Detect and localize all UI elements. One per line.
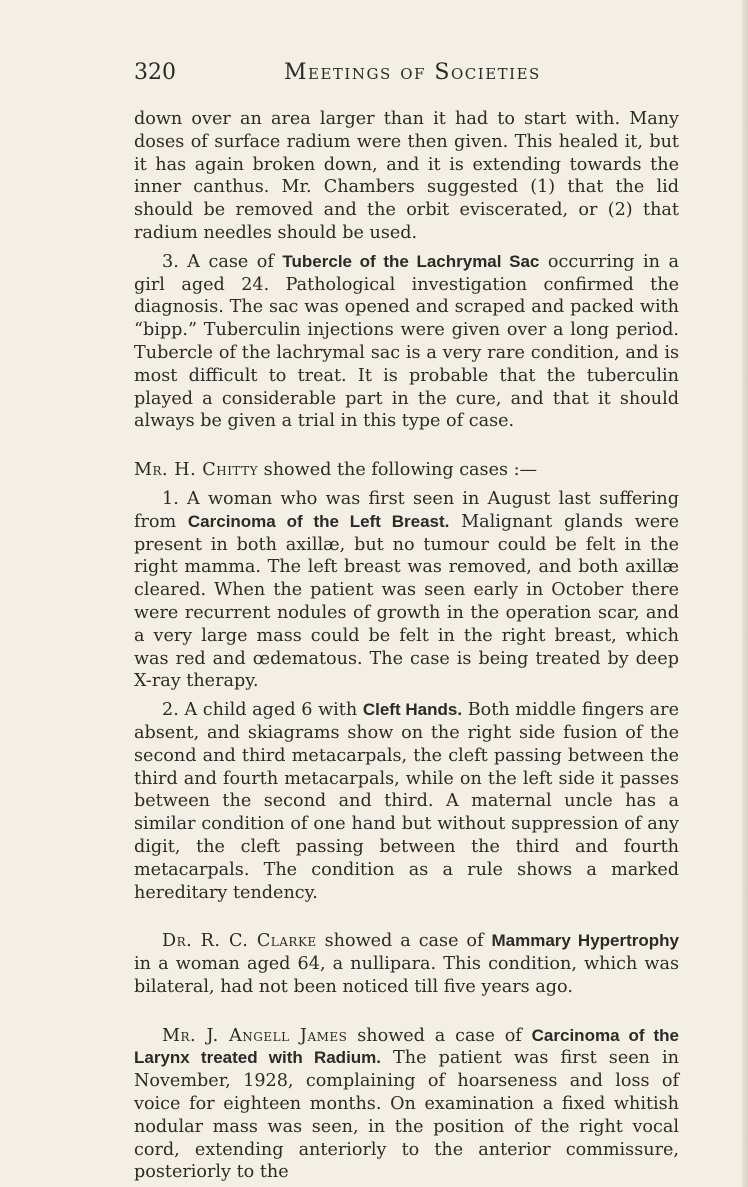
case-title: Carcinoma of the Left Breast. [187, 511, 450, 531]
paragraph-presenter-clarke [134, 930, 679, 998]
paragraph-text: showed the following cases :— [258, 460, 538, 481]
paragraph-text: down over an area larger than it had to start with. Many doses of surface radium were then given. This healed it, but it has again broken down, and it is extending towards the inner canthus. Mr. Chambers suggested (1) that the lid should be removed and the orbit eviscerated, or (2) that radium needles should be used. [134, 109, 679, 243]
paragraph-presenter-james [134, 1025, 679, 1185]
paragraph-text: 1. A woman who was first seen in August last suffering from [134, 488, 679, 532]
paragraph-text: Malignant glands were present in both axillæ, but no tumour could be felt in the right mamma. The left breast was removed, and both axillæ cleared. When the patient was seen early in October there were recurrent nodules of growth in the operation scar, and a very large mass could be felt in the right breast, which was red and œdematous. The case is being treated by deep X-ray therapy. [134, 511, 679, 692]
paragraph-continuation [134, 108, 679, 245]
page-edge [742, 0, 748, 1187]
paragraph-text: Both middle fingers are absent, and skiagrams show on the right side fusion of the second and third metacarpals, the cleft passing between the third and fourth metacarpals, while on the left side it passes between the second and third. A maternal uncle has a similar condition of one hand but without suppression of any digit, the cleft passing between the third and fourth metacarpals. The condition as a rule shows a marked hereditary tendency. [134, 700, 679, 903]
paragraph-text: in a woman aged 64, a nullipara. This condition, which was bilateral, had not been noticed till five years ago. [134, 954, 679, 997]
presenter-name: Dr. R. C. Clarke [162, 931, 317, 952]
paragraph-presenter-chitty [134, 459, 679, 482]
case-title: Cleft Hands. [362, 700, 463, 720]
running-head: Meetings of Societies [284, 60, 541, 85]
paragraph-text: The patient was first seen in November, 1928, complaining of hoarseness and loss of voice for eighteen months. On examination a fixed whitish nodular mass was seen, in the position of the right vocal cord, extending anteriorly to the anterior commissure, posteriorly to the [134, 1048, 679, 1183]
page-number: 320 [134, 60, 176, 85]
paragraph-text: 3. A case of [162, 251, 283, 272]
page-header [134, 60, 679, 100]
paragraph-case-3 [134, 251, 679, 433]
paragraph-text: showed a case of [347, 1025, 532, 1046]
case-title: Carcinoma of the Larynx treated with Radium. [134, 1025, 679, 1068]
case-title: Tubercle of the Lachrymal Sac [282, 251, 540, 271]
presenter-name: Mr. H. Chitty [134, 460, 259, 481]
page-content [134, 60, 679, 1184]
paragraph-text: 2. A child aged 6 with [162, 700, 363, 721]
case-title: Mammary Hypertrophy [491, 931, 679, 951]
presenter-name: Mr. J. Angell James [162, 1025, 348, 1046]
paragraph-text: occurring in a girl aged 24. Pathological investigation confirmed the diagnosis. The sac was opened and scraped and packed with “bipp.” Tuberculin injections were given over a long period. Tubercle of the lachrymal sac is a very rare condition, and is most difficult to treat. It is probable that the tuberculin played a considerable part in the cure, and that it should always be given a trial in this type of case. [134, 251, 680, 432]
paragraph-case-1 [134, 488, 679, 693]
paragraph-case-2 [134, 699, 679, 904]
paragraph-text: showed a case of [316, 931, 492, 952]
